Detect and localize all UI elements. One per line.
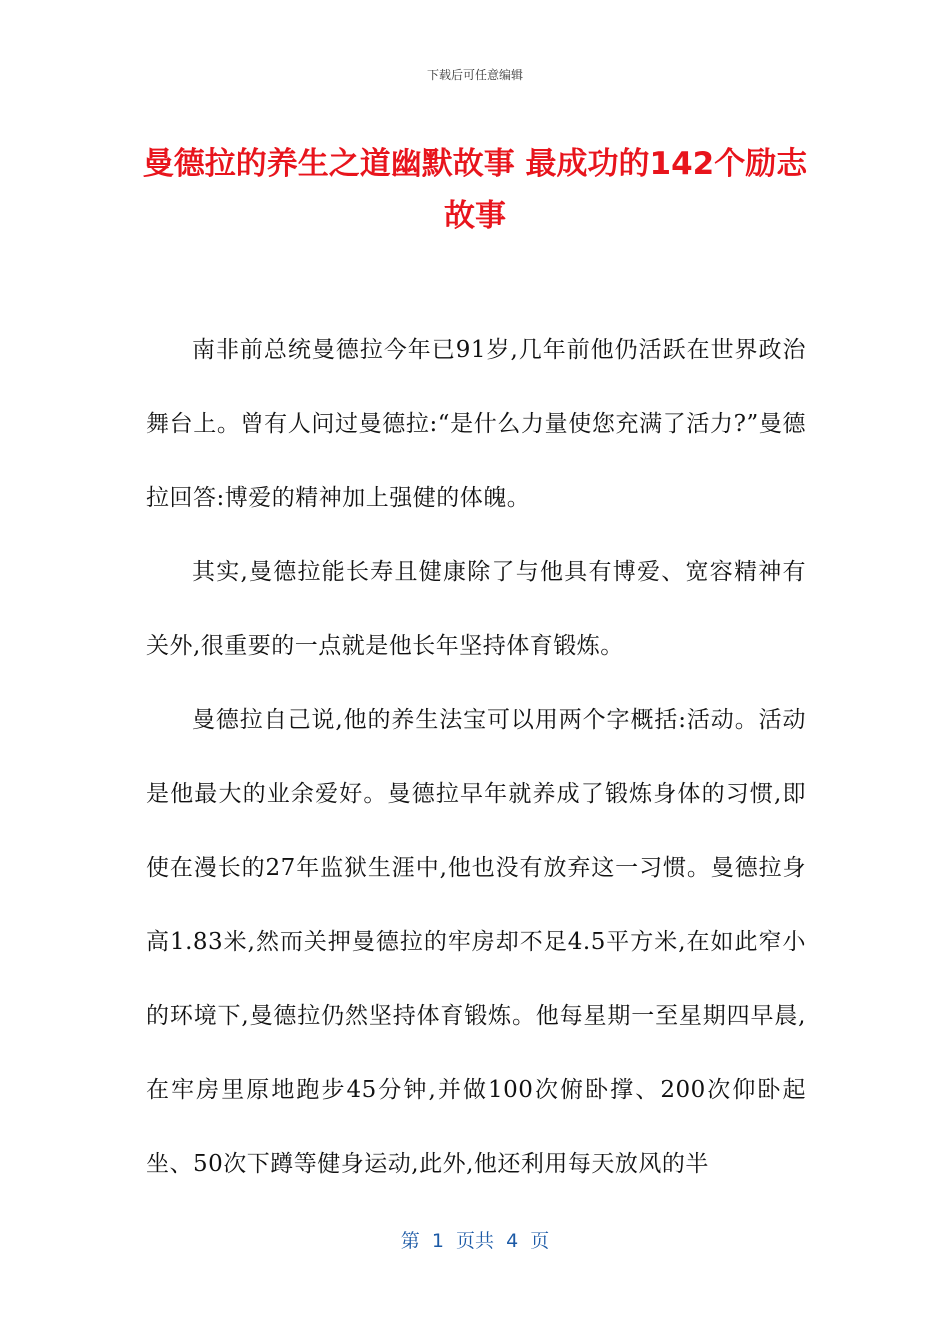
page-number-footer: 第 1 页共 4 页 — [400, 1230, 550, 1252]
paragraph: 其实,曼德拉能长寿且健康除了与他具有博爱、宽容精神有关外,很重要的一点就是他长年坚持体育锻炼。 — [146, 559, 806, 659]
header-note: 下载后可任意编辑 — [426, 68, 523, 82]
paragraph: 南非前总统曼德拉今年已91岁,几年前他仍活跃在世界政治舞台上。曾有人问过曼德拉:“是什么力量使您充满了活力?”曼德拉回答:博爱的精神加上强健的体魄。 — [146, 337, 806, 511]
document-title: 曼德拉的养生之道幽默故事 最成功的142个励志故事 — [142, 146, 808, 234]
paragraph: 曼德拉自己说,他的养生法宝可以用两个字概括:活动。活动是他最大的业余爱好。曼德拉早年就养成了锻炼身体的习惯,即使在漫长的27年监狱生涯中,他也没有放弃这一习惯。曼德拉身高1.83米,然而关押曼德拉的牢房却不足4.5平方米,在如此窄小的环境下,曼德拉仍然坚持体育锻炼。他每星期一至星期四早晨,在牢房里原地跑步45分钟,并做100次俯卧撑、200次仰卧起坐、50次下蹲等健身运动,此外,他还利用每天放风的半 — [146, 707, 806, 1177]
document-body — [146, 313, 806, 1201]
